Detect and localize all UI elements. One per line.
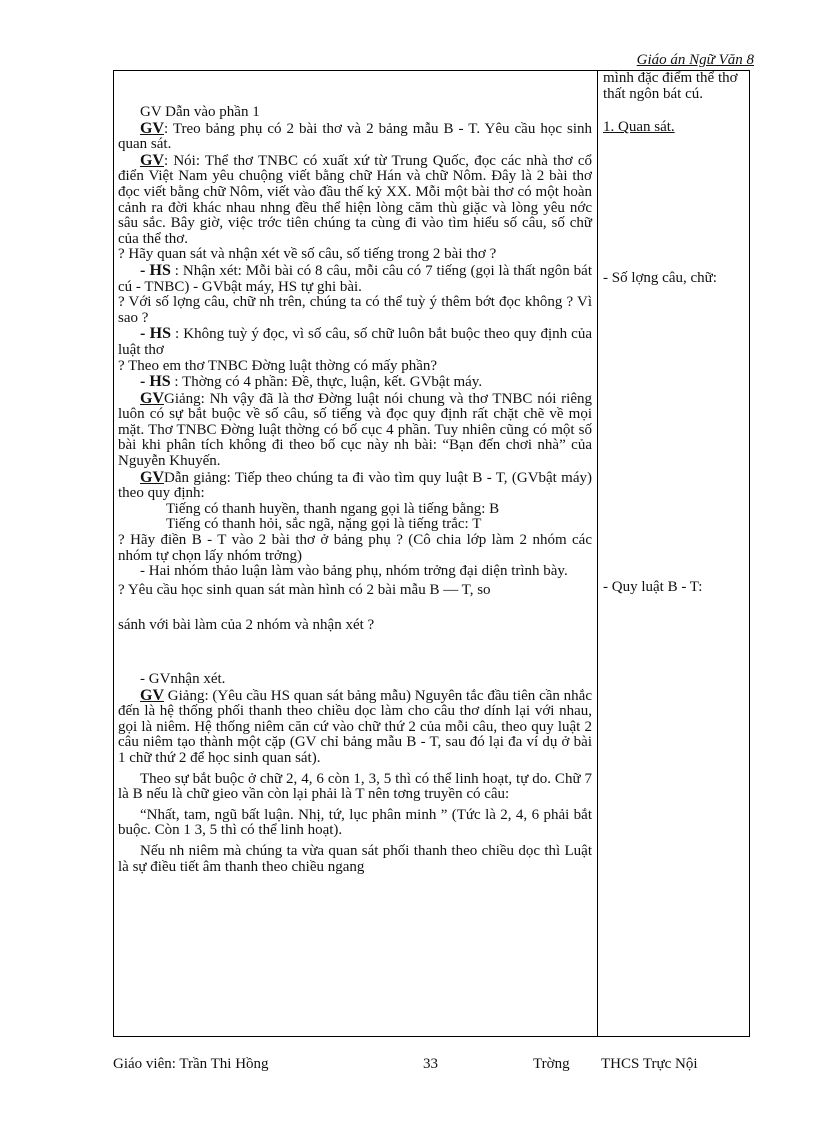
line-gv-comment: - GVnhận xét. — [140, 671, 226, 687]
side-rule-label: - Quy luật B - T: — [603, 579, 703, 595]
line-intro: GV Dẫn vào phần 1 — [140, 104, 260, 120]
hs-label: - HS — [140, 325, 171, 343]
para-hs-1 — [118, 263, 592, 295]
para-text: Giảng: (Yêu cầu HS quan sát bảng mẫu) Nguyên tắc đầu tiên cần nhắc đến là hệ thống phối thanh theo chiều dọc làm cho câu thơ dính lại với nhau, gọi là niêm. Hệ thống niêm căn cứ vào chữ thứ 2 của mỗi câu, theo quy luật 2 câu niêm tạo thành một cặp (GV chỉ bảng mẫu B - T, sau đó lại đa ví dụ ở bài 1 chữ thứ 2 để học sinh quan sát). — [118, 687, 592, 766]
question-compare: ? Yêu cầu học sinh quan sát màn hình có 2 bài mẫu B — T, so — [118, 581, 491, 598]
gv-label: GV — [140, 468, 164, 486]
para-rule: Theo sự bắt buộc ở chữ 2, 4, 6 còn 1, 3, 5 thì có thể linh hoạt, tự do. Chữ 7 là B nếu là chữ gieo vần còn lại phải là T nên tơng truyền có câu: — [118, 770, 592, 803]
question-add: ? Với số lợng câu, chữ nh trên, chúng ta có thể tuỳ ý thêm bớt đọc không ? Vì sao ? — [118, 294, 592, 326]
footer-teacher: Giáo viên: Trần Thi Hồng — [113, 1056, 269, 1072]
side-column — [603, 70, 745, 595]
para-hs-2 — [118, 326, 592, 358]
footer-page-number: 33 — [423, 1056, 438, 1072]
side-section-1: 1. Quan sát. — [603, 119, 675, 136]
para-gv-dan-giang — [118, 470, 592, 502]
gv-label: GV — [140, 151, 164, 169]
hs-label: - HS — [140, 261, 171, 279]
para-gv-giang-2 — [118, 688, 592, 767]
question-parts: ? Theo em thơ TNBC Đờng luật thờng có mấy phần? — [118, 357, 438, 374]
para-text: Dẫn giảng: Tiếp theo chúng ta đi vào tìm quy luật B - T, (GVbật máy) theo quy định: — [118, 469, 592, 502]
question-fill: ? Hãy điền B - T vào 2 bài thơ ở bảng phụ ? (Cô chia lớp làm 2 nhóm các nhóm tự chọn lấy nhóm trởng) — [118, 532, 592, 564]
side-intro: mình đặc điểm thể thơ thất ngôn bát cú. — [603, 70, 738, 102]
para-text: : Thờng có 4 phần: Đề, thực, luận, kết. GVbật máy. — [170, 374, 483, 391]
page-header-title: Giáo án Ngữ Văn 8 — [636, 52, 754, 68]
footer-school: THCS Trực Nội — [601, 1056, 698, 1072]
question-compare-cont: sánh với bài làm của 2 nhóm và nhận xét ? — [118, 617, 375, 634]
para-quote: “Nhất, tam, ngũ bất luận. Nhị, tứ, lục phân minh ” (Tức là 2, 4, 6 phải bắt buộc. Còn 1 3, 5 thì có thể linh hoạt). — [118, 806, 592, 839]
para-gv-noi — [118, 153, 592, 248]
para-text: Giảng: Nh vậy đã là thơ Đờng luật nói chung và thơ TNBC nói riêng luôn có sự bắt buộc về số câu, số tiếng và đọc quy định rất chặt chẽ về mọi mặt. Thơ TNBC Đờng luật thờng có bố cục 4 phần. Tuy nhiên cũng có một số bài khi phân tích không đi theo bố cục này nh bài: “Bạn đến chơi nhà” của Nguyễn Khuyến. — [118, 390, 592, 470]
footer-school-label: Trờng — [533, 1056, 570, 1072]
gv-label: GV — [140, 119, 164, 137]
main-column — [118, 71, 592, 875]
question-count: ? Hãy quan sát và nhận xét về số câu, số tiếng trong 2 bài thơ ? — [118, 246, 497, 263]
hs-label: - HS — [140, 373, 171, 391]
side-count-label: - Số lợng câu, chữ: — [603, 270, 717, 286]
gv-label: GV — [140, 389, 164, 407]
para-text: : Treo bảng phụ có 2 bài thơ và 2 bảng mẫu B - T. Yêu cầu học sinh quan sát. — [118, 120, 592, 153]
para-text: : Nói: Thể thơ TNBC có xuất xứ từ Trung Quốc, đọc các nhà thơ cổ điển Việt Nam yêu chuộng viết bằng chữ Hán và chữ Nôm. Đây là 2 bài thơ đọc viết bằng chữ Nôm, viết vào đầu thế kỷ XX. Mỗi một bài thơ có một hoàn cảnh ra đời khác nhau nhng đều thể hiện lòng căm thù giặc và lòng yêu nớc sâu sắc. Bây giờ, việc trớc tiên chúng ta cùng đi vào tìm hiểu số câu, số chữ của thể thơ. — [118, 152, 592, 247]
para-text: : Nhận xét: Mỗi bài có 8 câu, mỗi câu có 7 tiếng (gọi là thất ngôn bát cú - TNBC) - GVbật máy, HS tự ghi bài. — [118, 262, 593, 295]
column-divider — [597, 71, 598, 1036]
para-hs-3 — [118, 374, 592, 391]
lesson-table — [113, 70, 750, 1037]
para-luat: Nếu nh niêm mà chúng ta vừa quan sát phối thanh theo chiều dọc thì Luật là sự điều tiết âm thanh theo chiều ngang — [118, 842, 592, 875]
para-gv-giang — [118, 391, 592, 470]
rule-bang: Tiếng có thanh huyền, thanh ngang gọi là tiếng bằng: B — [166, 500, 500, 517]
para-gv-treo — [118, 121, 592, 153]
para-text: : Không tuỳ ý đọc, vì số câu, số chữ luôn bắt buộc theo quy định của luật thơ — [118, 326, 592, 358]
para-groups: - Hai nhóm thảo luận làm vào bảng phụ, nhóm trởng đại diện trình bày. — [140, 563, 568, 580]
rule-trac: Tiếng có thanh hỏi, sắc ngã, nặng gọi là tiếng trắc: T — [166, 516, 482, 533]
gv-label: GV — [140, 686, 164, 704]
